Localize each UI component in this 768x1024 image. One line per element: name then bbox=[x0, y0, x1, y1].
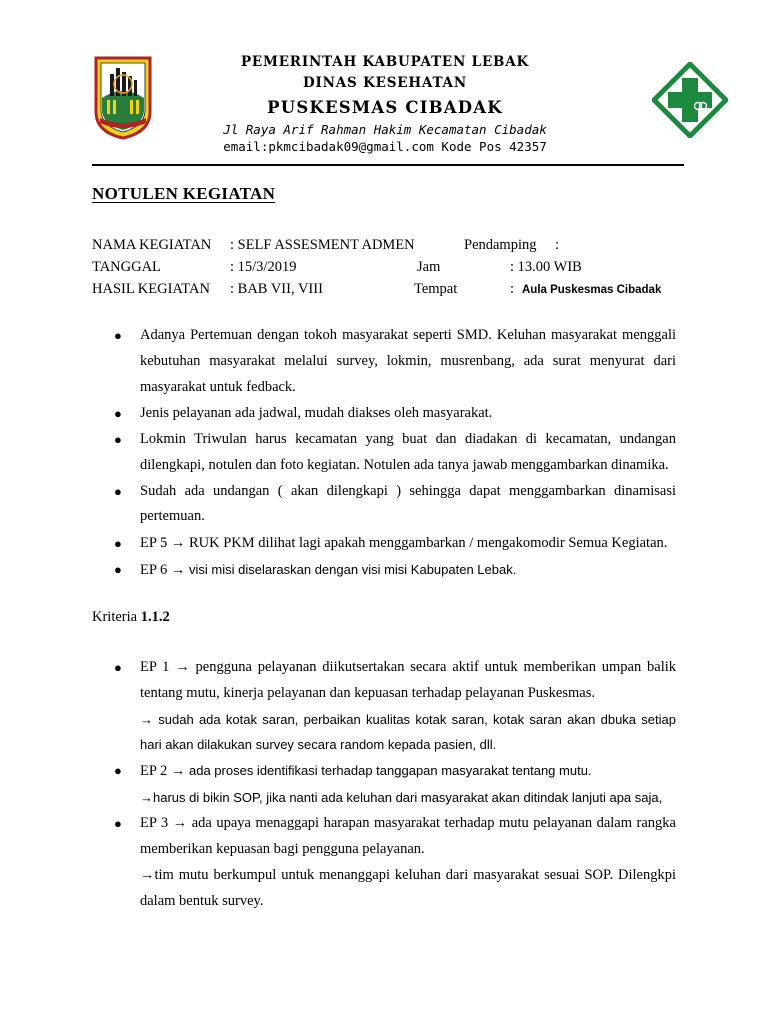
bullet-icon: ● bbox=[114, 660, 122, 675]
list-item bbox=[92, 479, 676, 531]
hasil-kegiatan-value: : BAB VII, VIII bbox=[230, 281, 323, 297]
list-item-text: EP 5 → RUK PKM dilihat lagi apakah menggambarkan / mengakomodir Semua Kegiatan. bbox=[140, 534, 668, 551]
letterhead-contact: email:pkmcibadak09@gmail.com Kode Pos 42357 bbox=[223, 139, 547, 154]
bullet-icon: ● bbox=[114, 535, 122, 551]
bullet-icon: ● bbox=[114, 328, 122, 343]
list-item-note: →tim mutu berkumpul untuk menanggapi keluhan dari masyarakat sesuai SOP. Dilengkpi dalam bentuk survey. bbox=[140, 866, 676, 909]
list-item-text: ada upaya menaggapi harapan masyarakat terhadap mutu pelayanan dalam rangka memberikan kepuasan bagi pengguna pelayanan. bbox=[140, 815, 676, 858]
tempat-label: Tempat bbox=[414, 281, 458, 297]
bullet-icon: ● bbox=[114, 431, 122, 447]
list-item-text: Jenis pelayanan ada jadwal, mudah diakses oleh masyarakat. bbox=[140, 404, 493, 421]
nama-kegiatan-value: : SELF ASSESMENT ADMEN bbox=[230, 237, 415, 253]
list-item-text: ada proses identifikasi terhadap tanggapan masyarakat tentang mutu. bbox=[185, 763, 592, 779]
kabupaten-lebak-logo bbox=[92, 54, 154, 140]
list-item bbox=[92, 323, 676, 400]
notes-list bbox=[92, 323, 676, 584]
meeting-info bbox=[92, 234, 692, 300]
kriteria-label: Kriteria bbox=[92, 609, 141, 625]
jam-value: : 13.00 WIB bbox=[510, 259, 582, 275]
info-row-hasil bbox=[92, 278, 692, 300]
ep-label: EP 6 → bbox=[140, 561, 186, 578]
letterhead-agency: DINAS KESEHATAN bbox=[303, 75, 467, 91]
ep-label: EP 1 → bbox=[140, 659, 190, 675]
nama-kegiatan-label: NAMA KEGIATAN bbox=[92, 237, 212, 253]
bullet-icon: ● bbox=[114, 483, 122, 499]
list-item-note: → sudah ada kotak saran, perbaikan kualitas kotak saran, kotak saran akan dbuka setiap hari akan dilakukan survey secara random kepada pasien, dll. bbox=[140, 711, 676, 753]
pendamping-value: : bbox=[555, 237, 560, 253]
pendamping-label: Pendamping bbox=[464, 237, 537, 253]
list-item bbox=[92, 531, 676, 557]
ep-label: EP 3 → bbox=[140, 815, 188, 832]
kriteria-list bbox=[92, 655, 676, 915]
jam-label: Jam bbox=[417, 259, 441, 275]
bullet-icon: ● bbox=[114, 405, 122, 421]
list-item bbox=[92, 758, 676, 811]
list-item-text: pengguna pelayanan diikutsertakan secara aktif untuk memberikan umpan balik tentang mutu, kinerja pelayanan dan kepuasan terhadap pelayanan Puskesmas. bbox=[140, 659, 677, 701]
kriteria-heading bbox=[92, 604, 170, 630]
list-item bbox=[92, 427, 676, 479]
letterhead-government: PEMERINTAH KABUPATEN LEBAK bbox=[240, 54, 530, 70]
list-item bbox=[92, 655, 676, 758]
list-item-text: Sudah ada undangan ( akan dilengkapi ) sehingga dapat menggambarkan dinamisasi pertemuan. bbox=[140, 482, 676, 525]
list-item bbox=[92, 811, 676, 914]
kriteria-number: 1.1.2 bbox=[140, 609, 170, 625]
hasil-kegiatan-label: HASIL KEGIATAN bbox=[92, 281, 210, 297]
ep-label: EP 2 → bbox=[140, 763, 186, 780]
bullet-icon: ● bbox=[114, 763, 122, 779]
tanggal-value: : 15/3/2019 bbox=[230, 259, 297, 275]
list-item-note: →harus di bikin SOP, jika nanti ada keluhan dari masyarakat akan ditindak lanjuti apa saja, bbox=[140, 790, 663, 806]
tanggal-label: TANGGAL bbox=[92, 259, 161, 275]
document-title: NOTULEN KEGIATAN bbox=[92, 184, 276, 203]
list-item-text: Adanya Pertemuan dengan tokoh masyarakat seperti SMD. Keluhan masyarakat menggali kebutuhan masyarakat melalui survey, lokmin, musrenbang, ada surat menyurat dari masyarakat untuk fedback. bbox=[140, 327, 676, 395]
letterhead-puskesmas: PUSKESMAS CIBADAK bbox=[267, 98, 503, 117]
tempat-value: Aula Puskesmas Cibadak bbox=[522, 284, 662, 296]
letterhead-divider bbox=[92, 164, 684, 166]
list-item-text: Lokmin Triwulan harus kecamatan yang buat dan diadakan di kecamatan, undangan dilengkapi, notulen dan foto kegiatan. Notulen ada tanya jawab menggambarkan dinamika. bbox=[140, 430, 676, 473]
bullet-icon: ● bbox=[114, 561, 122, 577]
list-item-text: visi misi diselaraskan dengan visi misi Kabupaten Lebak. bbox=[185, 561, 517, 577]
letterhead-address: Jl Raya Arif Rahman Hakim Kecamatan Cibadak bbox=[223, 122, 547, 137]
bullet-icon: ● bbox=[114, 816, 122, 832]
tempat-colon: : bbox=[510, 281, 515, 297]
list-item bbox=[92, 401, 676, 427]
info-row-tanggal bbox=[92, 256, 692, 278]
list-item bbox=[92, 557, 676, 584]
info-row-nama bbox=[92, 234, 692, 256]
puskesmas-logo bbox=[652, 62, 728, 138]
letterhead bbox=[170, 52, 600, 155]
